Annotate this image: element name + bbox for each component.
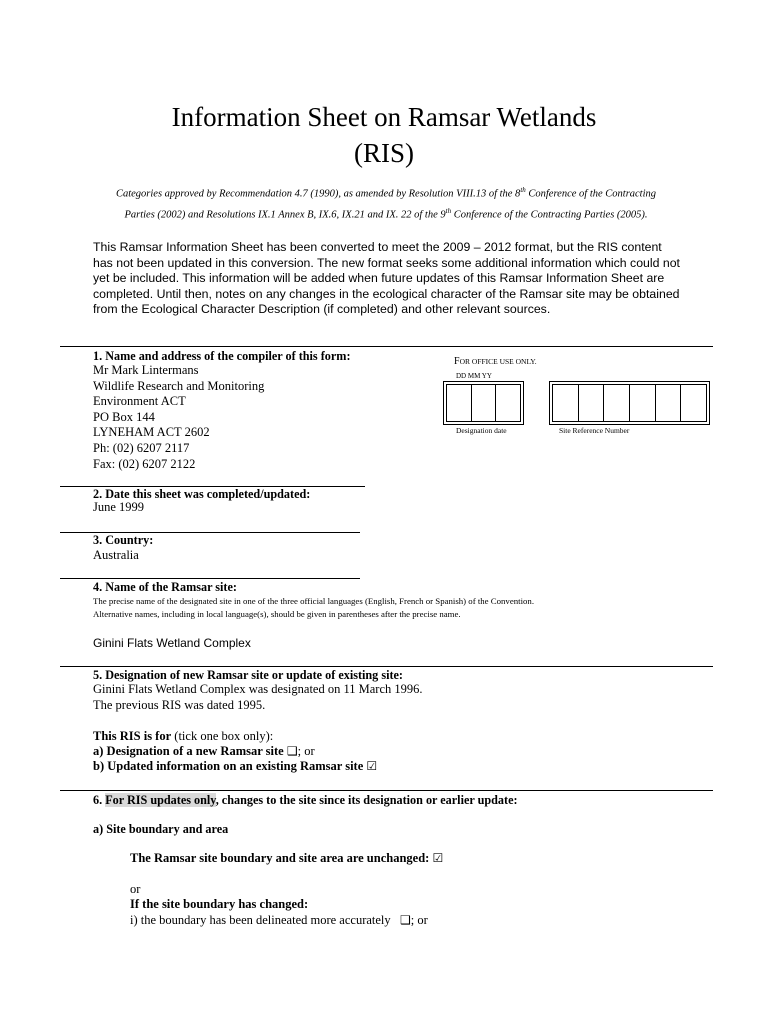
section-4-heading: 4. Name of the Ramsar site:: [93, 580, 237, 594]
address-line: PO Box 144: [93, 409, 155, 424]
address-line: Ph: (02) 6207 2117: [93, 440, 190, 455]
section-6-heading: 6. For RIS updates only, changes to the site since its designation or earlier update:: [93, 793, 518, 807]
checkbox-unchecked-icon[interactable]: ❑: [286, 744, 298, 758]
ris-for-line: This RIS is for (tick one box only):: [93, 729, 274, 743]
completion-date: June 1999: [93, 500, 145, 514]
country-value: Australia: [93, 548, 139, 562]
intro-paragraph: This Ramsar Information Sheet has been converted to meet the 2009 – 2012 format, but the RIS content has not been updated in this conversion. The new format seeks some additional information which could not yet be included. This information will be added when future updates of this Ramsar Information Sheet are completed. Until then, notes on any changes in the ecological character of the Ramsar site may be obtained from the Ecological Character Description (if completed) and other relevant sources.: [93, 240, 680, 316]
previous-ris-line: The previous RIS was dated 1995.: [93, 698, 266, 712]
site-reference-box: [549, 381, 710, 425]
section-2-heading: 2. Date this sheet was completed/updated:: [93, 487, 311, 501]
designation-date-box: [443, 381, 524, 425]
page-title-abbrev: (RIS): [354, 138, 414, 168]
address-line: Wildlife Research and Monitoring: [93, 378, 265, 393]
designation-date-label: Designation date: [456, 426, 507, 435]
site-boundary-heading: a) Site boundary and area: [93, 822, 229, 836]
checkbox-unchecked-icon[interactable]: ❑: [400, 913, 411, 927]
address-line: LYNEHAM ACT 2602: [93, 425, 210, 440]
page-title: Information Sheet on Ramsar Wetlands: [171, 102, 597, 132]
site-name-value: Ginini Flats Wetland Complex: [93, 636, 251, 650]
option-a: a) Designation of a new Ramsar site ❑; or: [93, 744, 315, 758]
address-line: Mr Mark Lintermans: [93, 363, 199, 377]
section-1-heading: 1. Name and address of the compiler of this form:: [93, 349, 351, 363]
compiler-address: [93, 363, 264, 472]
designation-line: Ginini Flats Wetland Complex was designated on 11 March 1996.: [93, 682, 423, 696]
boundary-delineated-option: i) the boundary has been delineated more accurately ❑; or: [130, 913, 428, 927]
or-text: or: [130, 882, 141, 896]
office-use-heading: FOR OFFICE USE ONLY.: [454, 356, 537, 367]
site-reference-label: Site Reference Number: [559, 426, 630, 435]
if-changed-heading: If the site boundary has changed:: [130, 897, 309, 911]
site-name-note: The precise name of the designated site in one of the three official languages (English, French or Spanish) of the Convention. Alternative names, including in local language(s), should be given in parentheses after the precise name.: [93, 596, 535, 619]
option-b: b) Updated information on an existing Ramsar site ☑: [93, 759, 378, 773]
divider: [60, 346, 713, 347]
address-line: Environment ACT: [93, 394, 186, 409]
divider: [60, 790, 713, 791]
subtitle: Categories approved by Recommendation 4.7 (1990), as amended by Resolution VIII.13 of the 8th Conference of the Contracting Parties (2002) and Resolutions IX.1 Annex B, IX.6, IX.21 and IX. 22 of the 9th Conference of the Contracting Parties (2005).: [115, 186, 657, 220]
boundary-unchanged: The Ramsar site boundary and site area are unchanged: ☑: [130, 851, 444, 865]
address-line: Fax: (02) 6207 2122: [93, 456, 196, 471]
date-fields-label: DD MM YY: [456, 372, 492, 380]
section-3-heading: 3. Country:: [93, 533, 154, 547]
checkbox-checked-icon[interactable]: ☑: [366, 759, 378, 773]
checkbox-checked-icon[interactable]: ☑: [432, 851, 444, 865]
section-5-heading: 5. Designation of new Ramsar site or update of existing site:: [93, 668, 403, 682]
